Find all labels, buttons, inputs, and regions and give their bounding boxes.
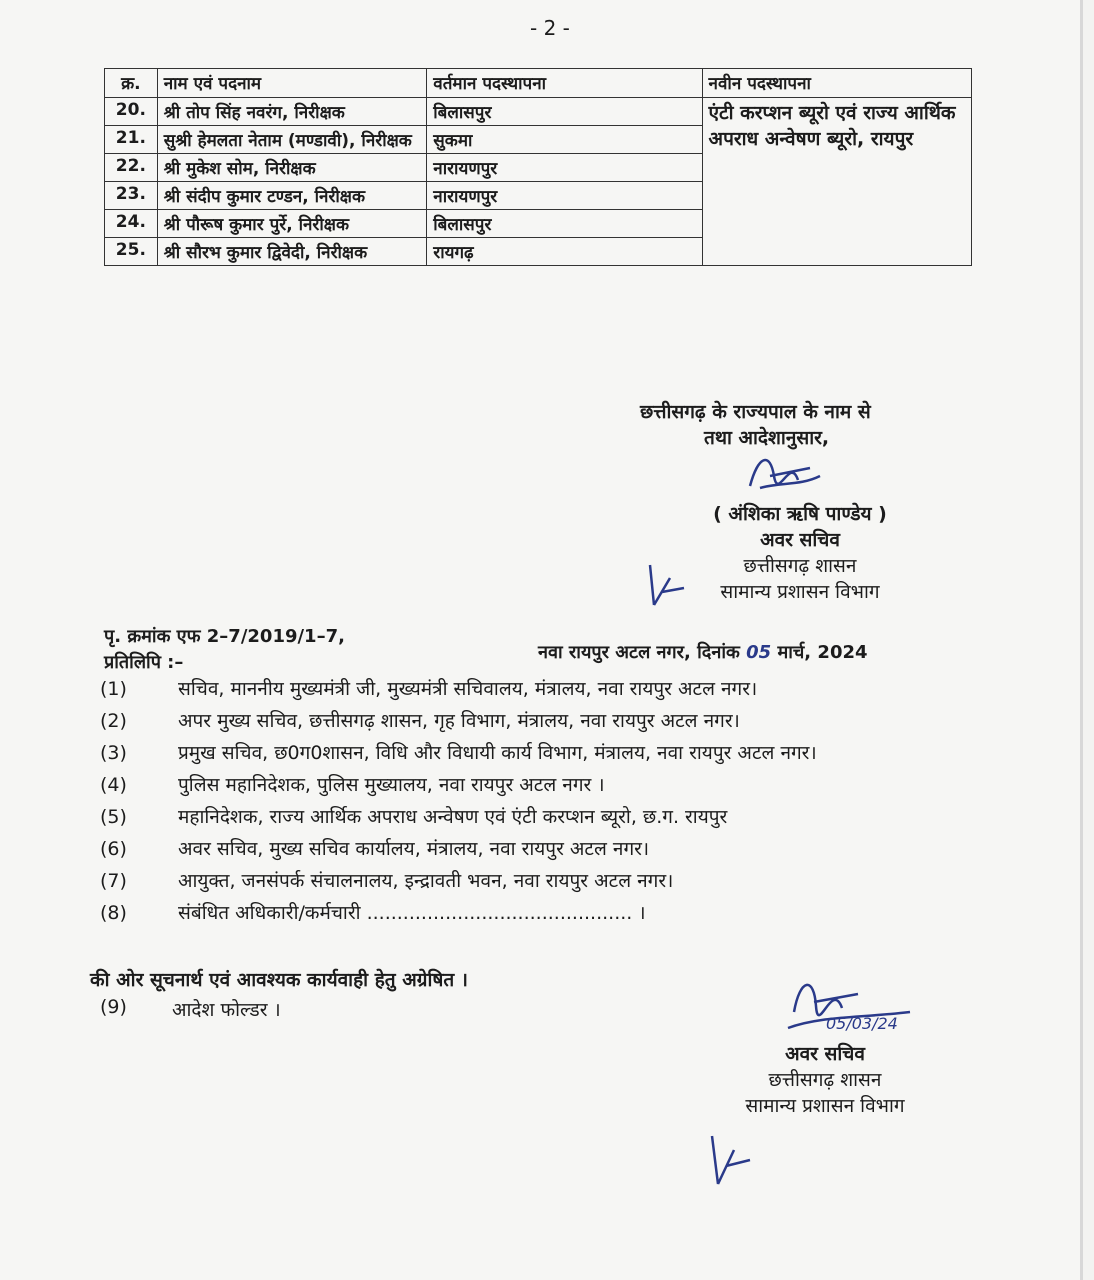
authority-line-1: छत्तीसगढ़ के राज्यपाल के नाम से: [640, 401, 871, 423]
list-item-text: अवर सचिव, मुख्य सचिव कार्यालय, मंत्रालय, नवा रायपुर अटल नगर।: [178, 838, 650, 860]
row-current-posting: नारायणपुर: [427, 154, 702, 182]
row-current-posting: सुकमा: [427, 126, 702, 154]
list-item-text: महानिदेशक, राज्य आर्थिक अपराध अन्वेषण एवं एंटी करप्शन ब्यूरो, छ.ग. रायपुर: [178, 806, 728, 828]
list-item-number: (9): [100, 996, 127, 1018]
list-item-number: (6): [100, 838, 127, 860]
row-name: श्री तोप सिंह नवरंग, निरीक्षक: [157, 98, 427, 126]
list-item-number: (8): [100, 902, 127, 924]
bottom-initial-mark: [700, 1130, 760, 1190]
folder-item: [100, 996, 281, 1022]
row-name: श्री सौरभ कुमार द्विवेदी, निरीक्षक: [157, 238, 427, 266]
row-serial: 21.: [105, 126, 158, 154]
list-item-text: संबंधित अधिकारी/कर्मचारी ............................................ ।: [178, 902, 646, 924]
page-number: - 2 -: [530, 16, 570, 40]
signatory-block: [670, 500, 930, 604]
header-current-posting: वर्तमान पदस्थापना: [427, 69, 702, 98]
list-item-number: (5): [100, 806, 127, 828]
row-name: श्री पौरूष कुमार पुर्रे, निरीक्षक: [157, 210, 427, 238]
signatory-designation: अवर सचिव: [760, 529, 840, 551]
place-date-prefix: नवा रायपुर अटल नगर, दिनांक: [538, 642, 740, 663]
table-header-row: [105, 69, 972, 98]
new-posting-cell: एंटी करप्शन ब्यूरो एवं राज्य आर्थिक अपराध अन्वेषण ब्यूरो, रायपुर: [702, 98, 971, 266]
list-item-text: प्रमुख सचिव, छ0ग0शासन, विधि और विधायी कार्य विभाग, मंत्रालय, नवा रायपुर अटल नगर।: [178, 742, 817, 764]
header-serial: क्र.: [105, 69, 158, 98]
row-current-posting: बिलासपुर: [427, 210, 702, 238]
handwritten-date: 05/03/24: [826, 1014, 898, 1033]
row-current-posting: नारायणपुर: [427, 182, 702, 210]
list-item: [100, 708, 1000, 734]
list-item-text: आयुक्त, जनसंपर्क संचालनालय, इन्द्रावती भवन, नवा रायपुर अटल नगर।: [178, 870, 674, 892]
row-serial: 20.: [105, 98, 158, 126]
copy-label: प्रतिलिपि :–: [104, 652, 184, 673]
bottom-signatory-block: [700, 1040, 950, 1118]
list-item-number: (1): [100, 678, 127, 700]
list-item: [100, 740, 1000, 766]
row-current-posting: बिलासपुर: [427, 98, 702, 126]
row-serial: 23.: [105, 182, 158, 210]
header-new-posting: नवीन पदस्थापना: [702, 69, 971, 98]
list-item-number: (2): [100, 710, 127, 732]
bottom-signatory-department: सामान्य प्रशासन विभाग: [745, 1095, 905, 1117]
list-item-number: (4): [100, 774, 127, 796]
row-serial: 24.: [105, 210, 158, 238]
reference-number: पृ. क्रमांक एफ 2–7/2019/1–7,: [104, 626, 345, 647]
copy-list: [100, 676, 1000, 932]
row-current-posting: रायगढ़: [427, 238, 702, 266]
list-item-number: (7): [100, 870, 127, 892]
list-item: [100, 836, 1000, 862]
list-item: [100, 772, 1000, 798]
list-item: [100, 804, 1000, 830]
row-serial: 25.: [105, 238, 158, 266]
row-serial: 22.: [105, 154, 158, 182]
row-name: श्री मुकेश सोम, निरीक्षक: [157, 154, 427, 182]
list-item-text: सचिव, माननीय मुख्यमंत्री जी, मुख्यमंत्री सचिवालय, मंत्रालय, नवा रायपुर अटल नगर।: [178, 678, 758, 700]
row-name: श्री संदीप कुमार टण्डन, निरीक्षक: [157, 182, 427, 210]
signature-mark: [740, 446, 830, 496]
list-item-number: (3): [100, 742, 127, 764]
signatory-department: सामान्य प्रशासन विभाग: [720, 581, 880, 603]
list-item: [100, 868, 1000, 894]
list-item-text: अपर मुख्य सचिव, छत्तीसगढ़ शासन, गृह विभाग, मंत्रालय, नवा रायपुर अटल नगर।: [178, 710, 740, 732]
order-authority: [640, 398, 960, 450]
bottom-signatory-designation: अवर सचिव: [785, 1043, 865, 1065]
list-item: [100, 900, 1000, 926]
initial-mark: [640, 560, 690, 610]
place-date-line: [538, 640, 868, 664]
list-item-text: पुलिस महानिदेशक, पुलिस मुख्यालय, नवा रायपुर अटल नगर ।: [178, 774, 605, 796]
forward-note: की ओर सूचनार्थ एवं आवश्यक कार्यवाही हेतु अग्रेषित ।: [90, 969, 469, 991]
handwritten-day: 05: [746, 642, 772, 663]
list-item: [100, 676, 1000, 702]
month-year: मार्च, 2024: [777, 642, 868, 663]
header-name: नाम एवं पदनाम: [157, 69, 427, 98]
row-name: सुश्री हेमलता नेताम (मण्डावी), निरीक्षक: [157, 126, 427, 154]
bottom-signatory-government: छत्तीसगढ़ शासन: [768, 1069, 882, 1091]
posting-table: [104, 68, 972, 266]
table-row: [105, 98, 972, 126]
signatory-name: ( अंशिका ऋषि पाण्डेय ): [713, 503, 887, 525]
authority-line-2: तथा आदेशानुसार,: [704, 427, 830, 449]
list-item-text: आदेश फोल्डर ।: [172, 999, 281, 1021]
signatory-government: छत्तीसगढ़ शासन: [743, 555, 857, 577]
